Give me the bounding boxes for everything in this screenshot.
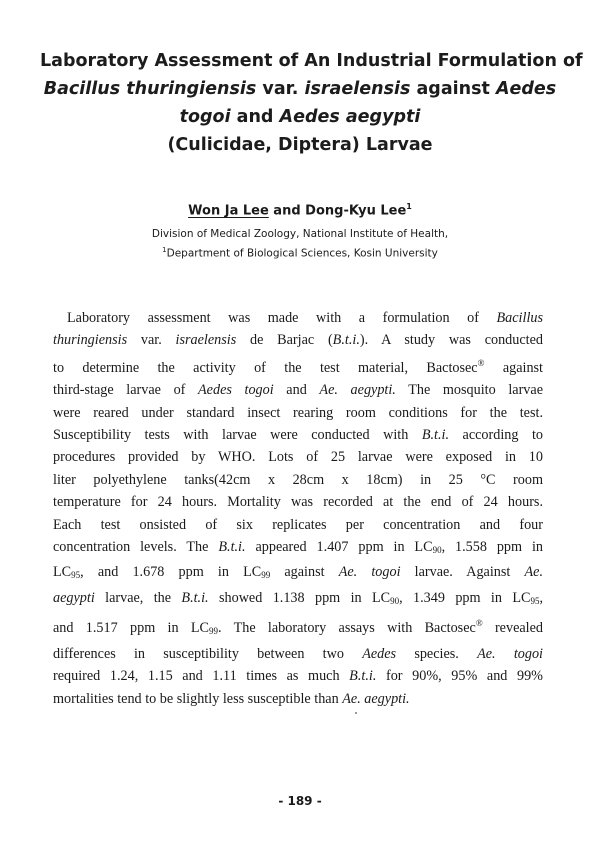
abstract-line [53,329,543,351]
abstract [53,307,543,710]
abstract-abbrev: B.t.i. [218,539,246,556]
title-text: var. [256,79,305,99]
abstract-taxon: thuringiensis [53,332,128,349]
affiliation-1: Division of Medical Zoology, National Institute of Health, [151,228,449,240]
abstract-line [53,587,543,612]
abstract-line [53,352,543,379]
abstract-text: third-stage larvae of [53,382,199,399]
title-taxon: Aedes aegypti [279,107,421,127]
abstract-text: Susceptibility tests with larvae were conducted with [53,427,422,444]
abstract-text: according to [449,427,544,444]
title-taxon: togoi [179,107,231,127]
abstract-abbrev: B.t.i. [421,427,450,444]
authors [40,202,560,218]
abstract-text: , 1.558 ppm in [441,539,543,556]
author-1: Won Ja Lee [188,203,269,219]
title-taxon: Bacillus thuringiensis [43,79,257,99]
abstract-text: differences in susceptibility between two [53,645,363,662]
abstract-text: . The laboratory assays with Bactosec [217,620,476,637]
abstract-line [53,424,543,446]
registered-mark: ® [475,618,483,629]
abstract-line [53,307,543,329]
title-line-2 [40,75,560,103]
abstract-text: var. [127,332,176,349]
abstract-text: required 1.24, 1.15 and 1.11 times as much [53,668,350,685]
abstract-text: LC [53,564,72,581]
title-taxon: Aedes [495,79,557,99]
registered-mark: ® [477,357,485,368]
abstract-text: for 90%, 95% and 99% [376,668,543,685]
abstract-text: to determine the activity of the test material, Bactosec [53,359,478,376]
abstract-taxon: Ae. togoi [477,645,543,662]
affiliation-2-text: Department of Biological Sciences, Kosin University [166,247,438,260]
title-line-1: Laboratory Assessment of An Industrial Formulation of [40,51,583,71]
abstract-text: against [270,564,339,581]
abstract-text: , and 1.678 ppm in LC [80,564,262,581]
abstract-taxon: aegypti [53,589,95,606]
author-2: Dong-Kyu Lee [305,203,407,219]
abstract-line: liter polyethylene tanks(42cm x 28cm x 18cm) in 25 °C room [53,471,543,488]
title-line-3 [40,103,560,131]
abstract-taxon: Ae. aegypti. [342,690,410,707]
abstract-line: temperature for 24 hours. Mortality was recorded at the end of 24 hours. [53,494,543,511]
abstract-text: Laboratory assessment was made with a formulation of [67,310,497,326]
abstract-text: against [484,359,543,376]
title-line-4: (Culicidae, Diptera) Larvae [167,135,433,155]
abstract-text: de Barjac ( [236,332,333,349]
abstract-taxon: Aedes [362,645,397,662]
abstract-line [53,379,543,401]
abstract-text: ). A study was conducted [359,332,543,349]
abstract-abbrev: B.t.i. [332,332,360,349]
abstract-text: , 1.349 ppm in LC [399,589,531,606]
lc-subscript: 95 [71,570,81,581]
abstract-text: showed 1.138 ppm in LC [208,589,391,606]
abstract-taxon: Ae. [524,564,544,581]
abstract-text: and [273,382,320,399]
abstract-line: were reared under standard insect rearing room conditions for the test. [53,404,543,421]
abstract-text: larvae. Against [400,564,525,581]
author-separator: and [268,203,306,219]
lc-subscript: 99 [208,626,218,637]
lc-subscript: 99 [261,570,271,581]
title-taxon: israelensis [304,79,411,99]
abstract-text: mortalities tend to be slightly less susceptible than [53,690,343,707]
title-text: against [410,79,496,99]
abstract-line [53,561,543,586]
lc-subscript: 90 [432,545,442,556]
abstract-taxon: Aedes togoi [198,382,274,399]
abstract-taxon: Ae. aegypti. [319,382,396,399]
abstract-text: revealed [482,620,543,637]
abstract-text: and 1.517 ppm in LC [53,620,209,637]
abstract-line: procedures provided by WHO. Lots of 25 larvae were exposed in 10 [53,449,543,466]
abstract-taxon: Ae. togoi [338,564,401,581]
affiliation-2 [40,246,560,260]
abstract-abbrev: B.t.i. [349,668,377,685]
abstract-text: appeared 1.407 ppm in LC [245,539,433,556]
abstract-text: species. [396,645,478,662]
abstract-line [53,688,543,710]
author-2-affil-mark: 1 [406,202,412,211]
abstract-line [53,643,543,665]
abstract-text: The mosquito larvae [395,382,543,399]
lc-subscript: 90 [390,595,400,606]
title-text: and [230,107,280,127]
abstract-taxon: israelensis [175,332,237,349]
abstract-text: concentration levels. The [53,539,219,556]
abstract-text: , [539,589,544,606]
abstract-taxon: Bacillus [496,310,543,326]
abstract-line [53,612,543,642]
abstract-line [53,536,543,561]
abstract-text: larvae, the [94,589,182,606]
paper-title [40,47,583,159]
abstract-line: Each test onsisted of six replicates per concentration and four [53,516,543,533]
lc-subscript: 95 [530,595,540,606]
abstract-line [53,665,543,687]
abstract-abbrev: B.t.i. [181,589,209,606]
affiliation-2-mark: 1 [162,246,167,254]
page-number: - 189 - [278,794,322,808]
scan-speck [355,712,357,714]
